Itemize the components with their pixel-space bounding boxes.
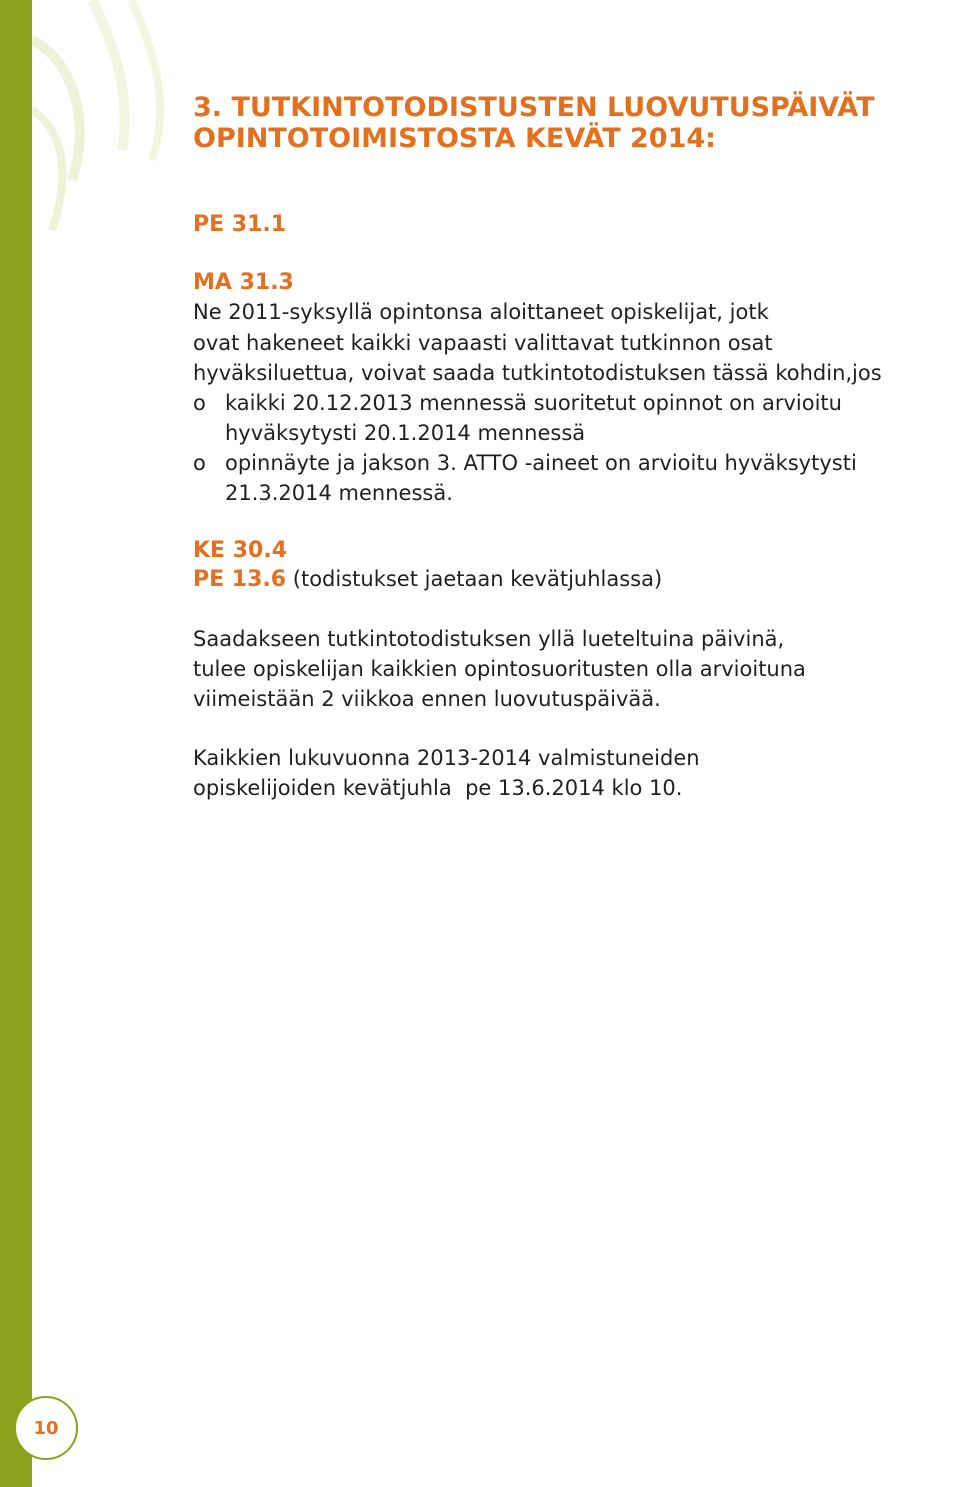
bullet-marker: o [193, 391, 206, 415]
date-row-pe-13-6 [193, 564, 662, 595]
decorative-swirl-graphic [32, 0, 212, 260]
date-heading-ke-30-4: KE 30.4 [193, 538, 288, 563]
date-note: (todistukset jaetaan kevätjuhlassa) [286, 567, 663, 591]
paragraph1-line3: viimeistään 2 viikkoa ennen luovutuspäivää. [193, 687, 661, 711]
section-title-line1: 3. TUTKINTOTODISTUSTEN LUOVUTUSPÄIVÄT [193, 92, 875, 123]
paragraph2-line1: Kaikkien lukuvuonna 2013-2014 valmistuneiden [193, 746, 700, 770]
section-title [193, 92, 875, 154]
section-title-line2: OPINTOTOIMISTOSTA KEVÄT 2014: [193, 123, 716, 154]
bullet-item-1-line1: kaikki 20.12.2013 mennessä suoritetut opinnot on arvioitu [225, 391, 842, 415]
bullet-item-2-line1: opinnäyte ja jakson 3. ATTO -aineet on arvioitu hyväksytysti [225, 451, 857, 475]
date-heading-pe-13-6: PE 13.6 [193, 567, 287, 592]
bullet-item-2-line2: 21.3.2014 mennessä. [225, 481, 453, 505]
intro-line3: hyväksiluettua, voivat saada tutkintotodistuksen tässä kohdin,jos [193, 361, 882, 385]
intro-line1: Ne 2011-syksyllä opintonsa aloittaneet opiskelijat, jotk [193, 300, 769, 324]
date-heading-ma-31-3: MA 31.3 [193, 270, 294, 295]
sidebar-stripe [0, 0, 32, 1487]
page-number: 10 [33, 1417, 59, 1439]
paragraph1-line2: tulee opiskelijan kaikkien opintosuoritusten olla arvioituna [193, 657, 806, 681]
intro-line2: ovat hakeneet kaikki vapaasti valittavat tutkinnon osat [193, 331, 773, 355]
bullet-marker: o [193, 451, 206, 475]
paragraph2-line2: opiskelijoiden kevätjuhla pe 13.6.2014 klo 10. [193, 776, 683, 800]
bullet-item-1-line2: hyväksytysti 20.1.2014 mennessä [225, 421, 586, 445]
date-heading-pe-31-1: PE 31.1 [193, 212, 287, 237]
paragraph1-line1: Saadakseen tutkintotodistuksen yllä lueteltuina päivinä, [193, 627, 785, 651]
page-number-badge [14, 1396, 78, 1460]
